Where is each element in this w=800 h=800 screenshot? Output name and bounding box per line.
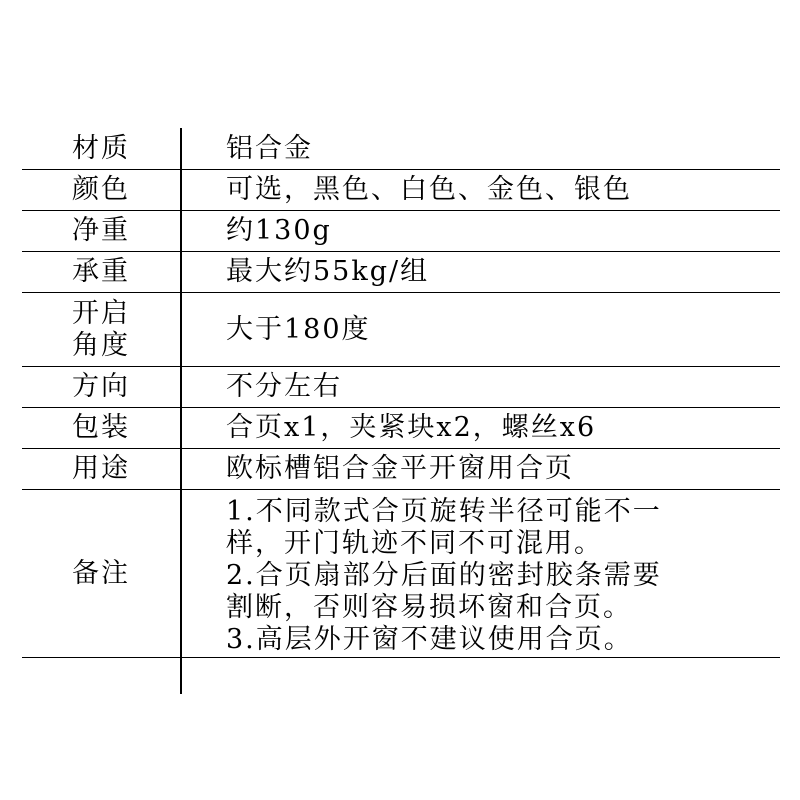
note-line: 割断，否则容易损坏窗和合页。 [226,592,632,623]
row-value: 欧标槽铝合金平开窗用合页 [226,453,574,484]
row-label: 备注 [72,557,130,589]
row-label: 承重 [72,256,130,287]
table-row-package [22,408,780,449]
row-label: 包装 [72,412,130,443]
row-label: 材质 [72,132,130,164]
row-value: 铝合金 [226,132,313,164]
notes-list [226,496,662,656]
row-label: 颜色 [72,174,130,205]
table-row-net-weight [22,211,780,252]
row-value [226,490,780,663]
row-value: 约130g [226,215,332,246]
note-line: 2.合页扇部分后面的密封胶条需要 [226,560,662,591]
row-value: 不分左右 [226,371,342,402]
note-line: 3.高层外开窗不建议使用合页。 [226,624,633,655]
spec-table [22,128,780,658]
row-label: 方向 [72,371,130,402]
row-label: 用途 [72,453,130,484]
note-line: 1.不同款式合页旋转半径可能不一 [226,496,662,527]
table-row-material [22,128,780,170]
row-value: 可选，黑色、白色、金色、银色 [226,174,632,205]
row-value: 合页x1，夹紧块x2，螺丝x6 [226,412,597,443]
row-value: 最大约55kg/组 [226,256,430,287]
table-row-direction [22,367,780,408]
table-row-opening-angle [22,293,780,367]
table-row-color [22,170,780,211]
row-label: 净重 [72,215,130,246]
row-label-line-2: 角度 [72,329,130,361]
row-label-line-1: 开启 [72,297,130,329]
table-row-notes [22,490,780,658]
table-row-usage [22,449,780,490]
row-label [22,293,180,366]
table-row-load-capacity [22,252,780,293]
row-value: 大于180度 [226,313,371,345]
note-line: 样，开门轨迹不同不可混用。 [226,528,603,559]
